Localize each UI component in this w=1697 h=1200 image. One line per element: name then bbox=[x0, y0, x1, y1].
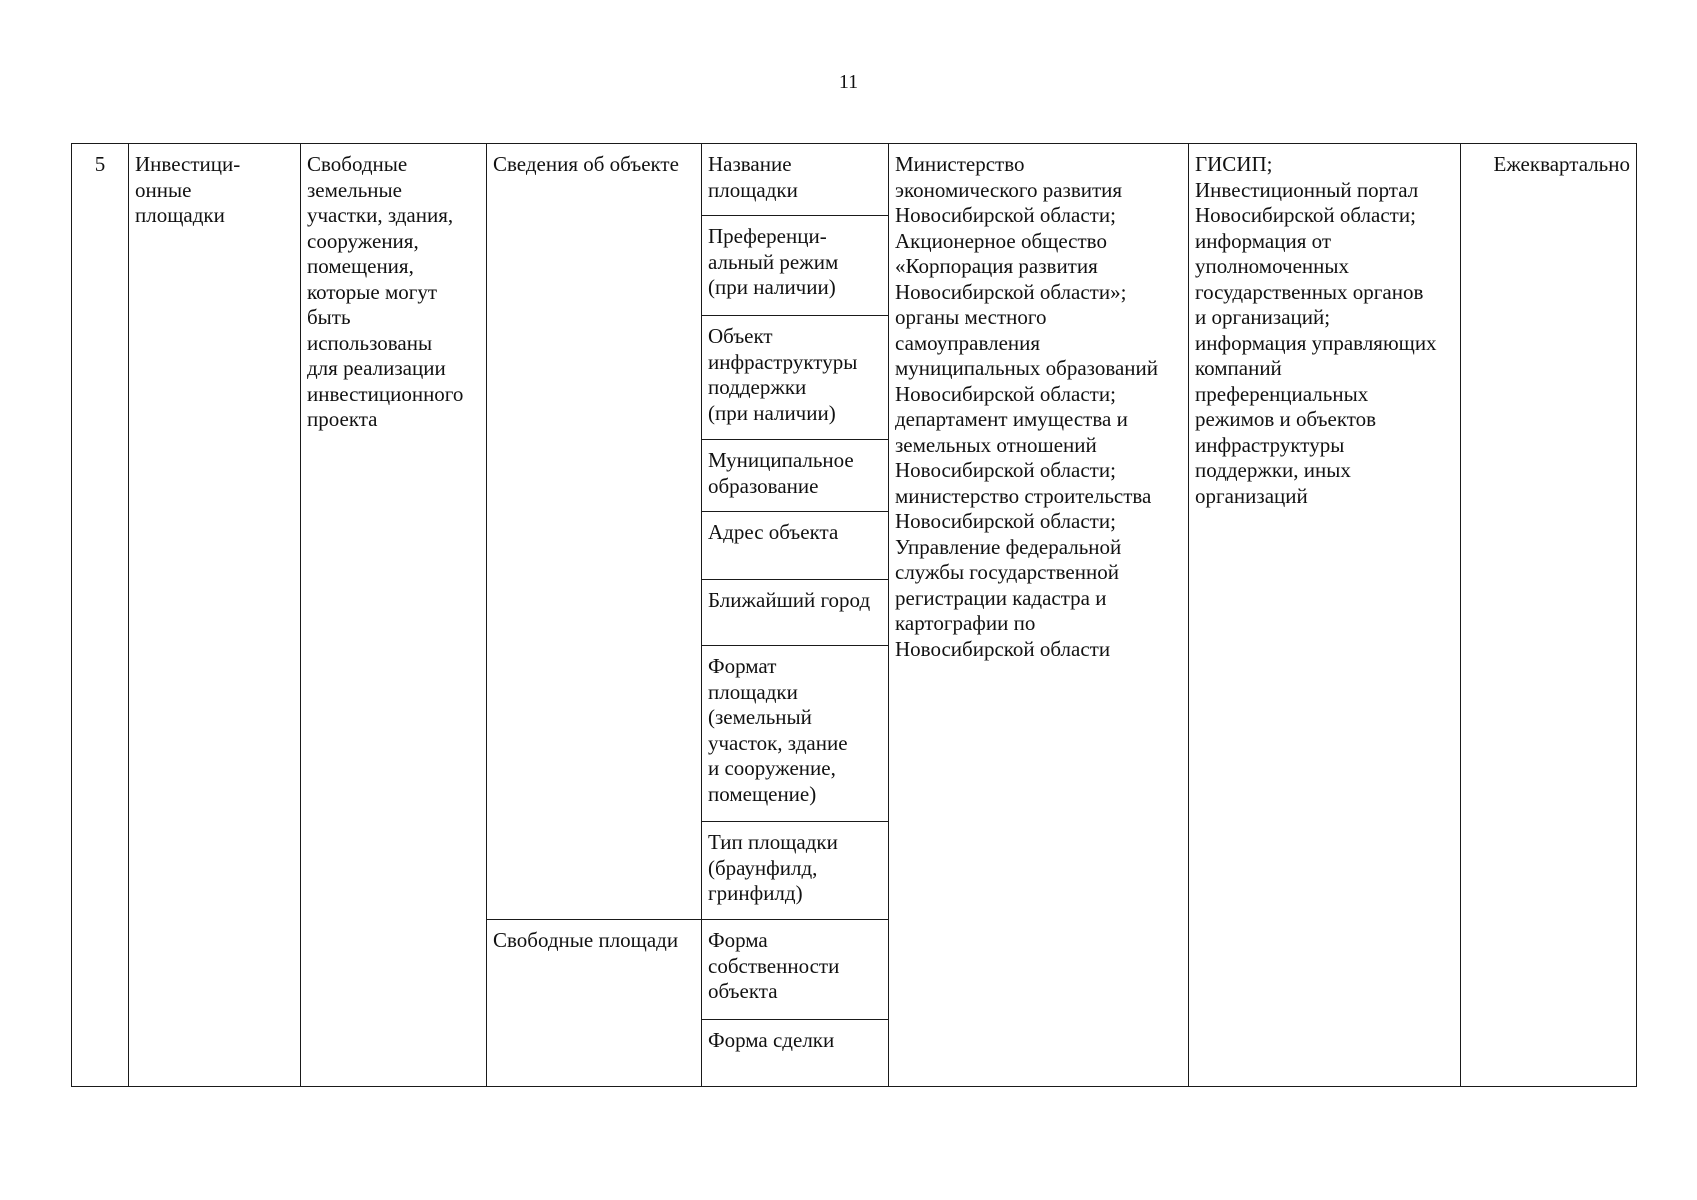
field-cell bbox=[702, 216, 889, 316]
sources-text: ГИСИП; Инвестиционный портал Новосибирской области; информация от уполномоченных государственных органов и организаций; информация управляющих компаний преференциальных режимов и объектов инфраструктуры поддержки, иных организаций bbox=[1195, 152, 1437, 508]
responsible-cell bbox=[889, 144, 1189, 1087]
field-name: Форма собственности объекта bbox=[708, 928, 840, 1003]
responsible-text: Министерство экономического развития Новосибирской области; Акционерное общество «Корпорация развития Новосибирской области»; органы местного самоуправления муниципальных образований Новосибирской области; департамент имущества и земельных отношений Новосибирской области; министерство строительства Новосибирской области; Управление федеральной службы государственной регистрации кадастра и картографии по Новосибирской области bbox=[895, 152, 1158, 661]
field-name: Форма сделки bbox=[708, 1028, 835, 1052]
field-name: Название площадки bbox=[708, 152, 798, 202]
field-name: Формат площадки (земельный участок, здание и сооружение, помещение) bbox=[708, 654, 848, 806]
row-number-cell bbox=[72, 144, 129, 1087]
field-cell bbox=[702, 580, 889, 646]
field-name: Тип площадки (браунфилд, гринфилд) bbox=[708, 830, 838, 905]
field-cell bbox=[702, 440, 889, 512]
field-cell bbox=[702, 512, 889, 580]
description-text: Свободные земельные участки, здания, сооружения, помещения, которые могут быть использованы для реализации инвестиционного проекта bbox=[307, 152, 464, 431]
field-cell bbox=[702, 144, 889, 216]
row-number: 5 bbox=[94, 152, 106, 176]
field-cell bbox=[702, 920, 889, 1020]
category-text: Инвестици- онные площадки bbox=[135, 152, 241, 227]
description-cell bbox=[301, 144, 487, 1087]
group-cell bbox=[487, 144, 702, 920]
frequency-text: Ежеквартально bbox=[1493, 152, 1630, 176]
field-name: Адрес объекта bbox=[708, 520, 839, 544]
field-name: Ближайший город bbox=[708, 588, 871, 612]
field-name: Преференци- альный режим (при наличии) bbox=[708, 224, 839, 299]
field-cell bbox=[702, 822, 889, 920]
frequency-cell bbox=[1461, 144, 1637, 1087]
field-name: Объект инфраструктуры поддержки (при наличии) bbox=[708, 324, 858, 425]
data-table bbox=[71, 143, 1637, 1087]
field-cell bbox=[702, 646, 889, 822]
page-number: 11 bbox=[838, 71, 859, 93]
category-cell bbox=[129, 144, 301, 1087]
group-name: Свободные площади bbox=[493, 928, 679, 952]
group-cell bbox=[487, 920, 702, 1087]
field-cell bbox=[702, 1020, 889, 1087]
sources-cell bbox=[1189, 144, 1461, 1087]
field-cell bbox=[702, 316, 889, 440]
field-name: Муниципальное образование bbox=[708, 448, 854, 498]
group-name: Сведения об объекте bbox=[493, 152, 679, 176]
